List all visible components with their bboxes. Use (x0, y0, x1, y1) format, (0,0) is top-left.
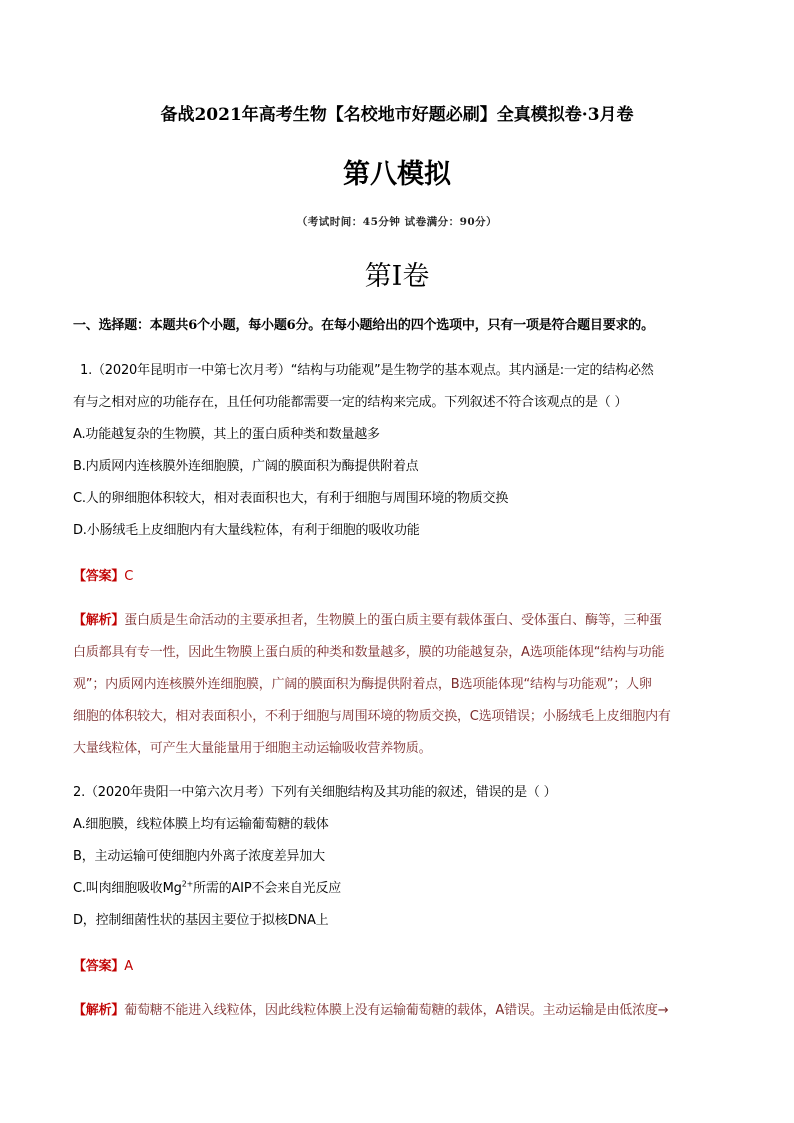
superscript: 2+ (181, 879, 194, 889)
q1-option-c: C.人的卵细胞体积较大，相对表面积也大，有利于细胞与周围环境的物质交换 (73, 491, 509, 506)
q1-answer (73, 565, 723, 584)
q2-answer (73, 955, 723, 974)
q1-stem-line2: 有与之相对应的功能存在，且任何功能都需要一定的结构来完成。下列叙述不符合该观点的是（ ） (73, 395, 628, 410)
q2-stem: 2.（2020年贵阳一中第六次月考）下列有关细胞结构及其功能的叙述，错误的是（ ） (73, 785, 557, 800)
analysis-tag: 【解析】 (73, 613, 125, 628)
answer-tag: 【答案】 (73, 959, 125, 974)
q1-analysis-line1 (73, 609, 723, 628)
section-title: 一、选择题：本题共6个小题，每小题6分。在每小题给出的四个选项中，只有一项是符合题目要求的。 (73, 318, 654, 333)
q2-analysis-line1 (73, 999, 723, 1018)
q2-option-c (73, 877, 723, 896)
q1-option-b: B.内质网内连核膜外连细胞膜，广阔的膜面积为酶提供附着点 (73, 459, 419, 474)
q1-analysis-line4: 细胞的体积较大，相对表面积小，不利于细胞与周围环境的物质交换，C选项错误；小肠绒毛上皮细胞内有 (73, 709, 671, 724)
volume-heading: 第I卷 (364, 261, 430, 292)
analysis-tag: 【解析】 (73, 1003, 125, 1018)
q2-option-d: D，控制细菌性状的基因主要位于拟核DNA上 (73, 913, 329, 928)
q2-option-a: A.细胞膜，线粒体膜上均有运输葡萄糖的载体 (73, 817, 329, 832)
answer-value: A (124, 959, 133, 974)
q1-stem-line1: 1.（2020年昆明市一中第七次月考）“结构与功能观”是生物学的基本观点。其内涵是:一定的结构必然 (80, 363, 654, 378)
q2-option-c-rest: 所需的AIP不会来自光反应 (193, 881, 342, 896)
q2-option-b: B，主动运输可使细胞内外离子浓度差异加大 (73, 849, 325, 864)
q1-analysis-line3: 观”；内质网内连核膜外连细胞膜，广阔的膜面积为酶提供附着点，B选项能体现“结构与功能观”；人卵 (73, 677, 652, 692)
document-title: 备战2021年高考生物【名校地市好题必刷】全真模拟卷·3月卷 (160, 105, 634, 125)
q1-analysis-line2: 白质都具有专一性，因此生物膜上蛋白质的种类和数量越多，膜的功能越复杂，A选项能体现“结构与功能 (73, 645, 665, 660)
analysis-text: 蛋白质是生命活动的主要承担者，生物膜上的蛋白质主要有载体蛋白、受体蛋白、酶等，三种蛋 (124, 613, 662, 628)
main-title: 第八模拟 (343, 159, 451, 190)
q1-analysis-line5: 大量线粒体，可产生大量能量用于细胞主动运输吸收营养物质。 (73, 741, 432, 756)
q1-option-d: D.小肠绒毛上皮细胞内有大量线粒体，有利于细胞的吸收功能 (73, 523, 420, 538)
exam-info: （考试时间：45分钟 试卷满分：90分） (296, 216, 498, 228)
answer-value: C (124, 569, 134, 584)
answer-tag: 【答案】 (73, 569, 125, 584)
q2-option-c-text: C.叫肉细胞吸收Mg (73, 881, 182, 896)
analysis-text: 葡萄糖不能进入线粒体，因此线粒体膜上没有运输葡萄糖的载体，A错误。主动运输是由低浓度→ (124, 1003, 669, 1018)
q1-option-a: A.功能越复杂的生物膜，其上的蛋白质种类和数量越多 (73, 427, 380, 442)
